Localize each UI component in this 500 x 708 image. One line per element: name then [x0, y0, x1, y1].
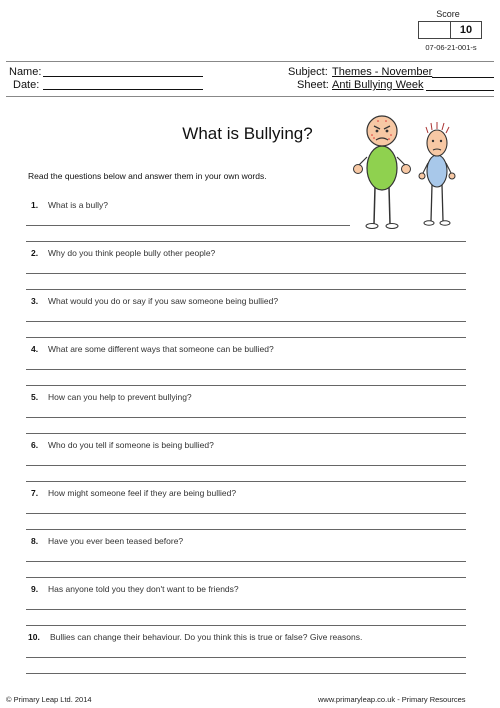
question-text: What would you do or say if you saw someone being bullied? — [48, 296, 279, 306]
question-number: 10. — [28, 632, 40, 642]
name-label: Name: — [9, 66, 42, 78]
question-text: Who do you tell if someone is being bullied? — [48, 440, 214, 450]
answer-line[interactable] — [26, 577, 466, 578]
score-entry-field[interactable] — [419, 22, 451, 38]
question-text: Has anyone told you they don't want to be friends? — [48, 584, 239, 594]
question-text: Have you ever been teased before? — [48, 536, 184, 546]
question-text: How might someone feel if they are being bullied? — [48, 488, 237, 498]
answer-line[interactable] — [26, 561, 466, 562]
answer-line[interactable] — [26, 673, 466, 674]
answer-line[interactable] — [26, 321, 466, 322]
answer-line[interactable] — [26, 369, 466, 370]
question-number: 9. — [31, 584, 39, 594]
answer-line[interactable] — [26, 337, 466, 338]
score-box — [418, 21, 482, 39]
answer-line[interactable] — [26, 241, 466, 242]
question-number: 1. — [31, 200, 39, 210]
question-number: 5. — [31, 392, 39, 402]
header-rule-top — [6, 61, 494, 62]
answer-line[interactable] — [26, 225, 350, 226]
answer-line[interactable] — [26, 481, 466, 482]
answer-line[interactable] — [26, 433, 466, 434]
bully-illustration — [348, 113, 466, 231]
question-text: What is a bully? — [48, 200, 108, 210]
sheet-label: Sheet: — [297, 79, 329, 91]
subject-label: Subject: — [288, 66, 328, 78]
page-title: What is Bullying? — [182, 124, 313, 143]
footer-website: www.primaryleap.co.uk - Primary Resources — [318, 695, 466, 704]
answer-line[interactable] — [26, 417, 466, 418]
sheet-underline — [426, 90, 494, 91]
answer-line[interactable] — [26, 273, 466, 274]
answer-line[interactable] — [26, 625, 466, 626]
question-text: Bullies can change their behaviour. Do you think this is true or false? Give reasons. — [50, 632, 363, 642]
answer-line[interactable] — [26, 289, 466, 290]
question-number: 6. — [31, 440, 39, 450]
footer-copyright: © Primary Leap Ltd. 2014 — [6, 695, 92, 704]
name-field[interactable] — [43, 76, 203, 77]
subject-underline — [432, 77, 494, 78]
question-number: 2. — [31, 248, 39, 258]
question-number: 3. — [31, 296, 39, 306]
score-value: 10 — [459, 24, 473, 36]
date-field[interactable] — [43, 89, 203, 90]
instructions: Read the questions below and answer them in your own words. — [28, 171, 267, 181]
answer-line[interactable] — [26, 529, 466, 530]
victim-figure-icon — [419, 122, 455, 225]
answer-line[interactable] — [26, 465, 466, 466]
question-number: 7. — [31, 488, 39, 498]
question-text: Why do you think people bully other people? — [48, 248, 216, 258]
header-rule-bottom — [6, 96, 494, 97]
question-number: 4. — [31, 344, 39, 354]
question-text: What are some different ways that someone can be bullied? — [48, 344, 274, 354]
sheet-value: Anti Bullying Week — [332, 79, 424, 91]
worksheet-code: 07-06-21-001-s — [425, 43, 477, 52]
score-label: Score — [436, 9, 460, 19]
date-label: Date: — [13, 79, 40, 91]
bully-figure-icon — [354, 116, 411, 229]
answer-line[interactable] — [26, 385, 466, 386]
answer-line[interactable] — [26, 609, 466, 610]
answer-line[interactable] — [26, 513, 466, 514]
subject-value: Themes - November — [332, 66, 433, 78]
answer-line[interactable] — [26, 657, 466, 658]
question-number: 8. — [31, 536, 39, 546]
question-text: How can you help to prevent bullying? — [48, 392, 192, 402]
